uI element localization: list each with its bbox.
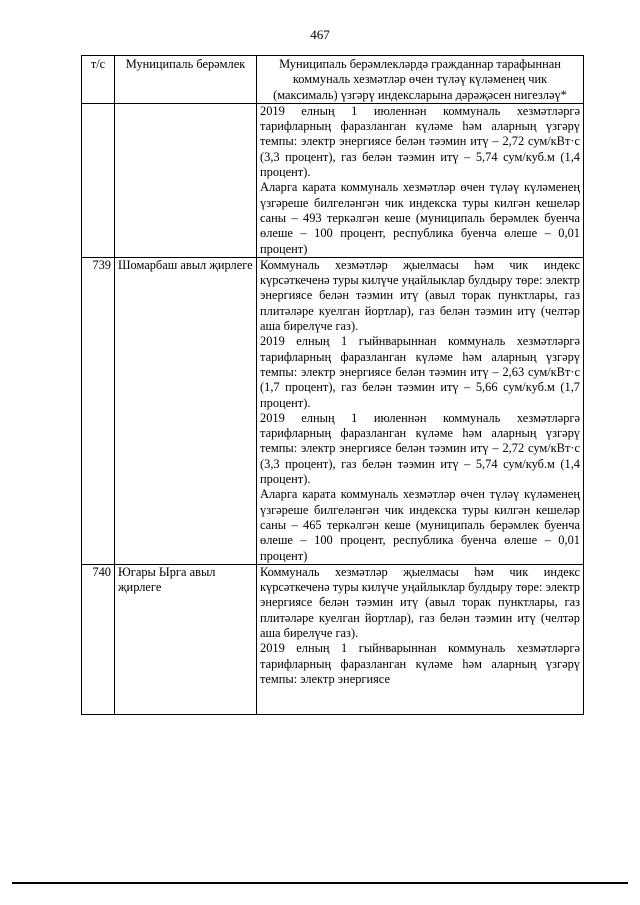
row-description [257,564,584,714]
row-municipality: Югары Ырга авыл җирлеге [115,564,257,714]
description-paragraph: 2019 елның 1 июленнән коммуналь хезмәтләргә тарифларның фаразланган күләме һәм аларның үзгәрү темпы: электр энергиясе белән тәэмин итү – 2,72 сум/кВт·с (3,3 процент), газ белән тәэмин итү – 5,74 сум/куб.м (1,4 процент). [260,103,580,180]
description-paragraph: Коммуналь хезмәтләр җыелмасы һәм чик индекс күрсәткеченә туры килүче уңайлыклар булдыру төре: электр энергиясе белән тәэмин итү (авыл торак пунктлары, газ плитәләре куелган йортлар), газ белән тәэмин итү (челтәр аша бирелүче газ). [260,564,580,640]
table-row [82,564,584,714]
table-row [82,257,584,564]
row-municipality [115,103,257,257]
page-bottom-rule [12,882,628,884]
table-header-row [82,56,584,104]
description-paragraph: Коммуналь хезмәтләр җыелмасы һәм чик индекс күрсәткеченә туры килүче уңайлыклар булдыру төре: электр энергиясе белән тәэмин итү (авыл торак пунктлары, газ плитәләре куелган йортлар), газ белән тәэмин итү (челтәр аша бирелүче газ). [260,257,580,334]
header-col-no: т/с [82,56,115,104]
header-col-municipality: Муниципаль берәмлек [115,56,257,104]
row-description [257,103,584,257]
row-number [82,103,115,257]
row-municipality: Шомарбаш авыл җирлеге [115,257,257,564]
table-row [82,103,584,257]
description-paragraph: 2019 елның 1 гыйнварыннан коммуналь хезмәтләргә тарифларның фаразланган күләме һәм аларның үзгәрү темпы: электр энергиясе [260,641,580,686]
page-number: 467 [310,27,330,42]
description-paragraph: 2019 елның 1 гыйнварыннан коммуналь хезмәтләргә тарифларның фаразланган күләме һәм аларның үзгәрү темпы: электр энергиясе белән тәэмин итү – 2,63 сум/кВт·с (1,7 процент), газ белән тәэмин итү – 5,66 сум/куб.м (1,7 процент). [260,334,580,410]
row-number: 740 [82,564,115,714]
header-col-description: Муниципаль берәмлекләрдә гражданнар тарафыннан коммуналь хезмәтләр өчен түләү күләменең чик (максималь) үзгәрү индексларына дәрәҗәсен нигезләү* [257,56,584,104]
description-paragraph: Аларга карата коммуналь хезмәтләр өчен түләү күләменең үзгәреше билгеләнгән чик индекска туры килгән кешеләр саны – 465 теркәлгән кеше (муниципаль берәмлек буенча өлеше – 100 процент, республика буенча өлеше – 0,01 процент) [260,487,580,563]
description-paragraph: 2019 елның 1 июленнән коммуналь хезмәтләргә тарифларның фаразланган күләме һәм аларның үзгәрү темпы: электр энергиясе белән тәэмин итү – 2,72 сум/кВт·с (3,3 процент), газ белән тәэмин итү – 5,74 сум/куб.м (1,4 процент). [260,410,580,487]
description-continuation [260,641,580,714]
description-paragraph: Аларга карата коммуналь хезмәтләр өчен түләү күләменең үзгәреше билгеләнгән чик индекска туры килгән кешеләр саны – 493 теркәлгән кеше (муниципаль берәмлек буенча өлеше – 100 процент, республика буенча өлеше – 0,01 процент) [260,180,580,256]
tariff-table [81,55,584,715]
row-description [257,257,584,564]
row-number: 739 [82,257,115,564]
